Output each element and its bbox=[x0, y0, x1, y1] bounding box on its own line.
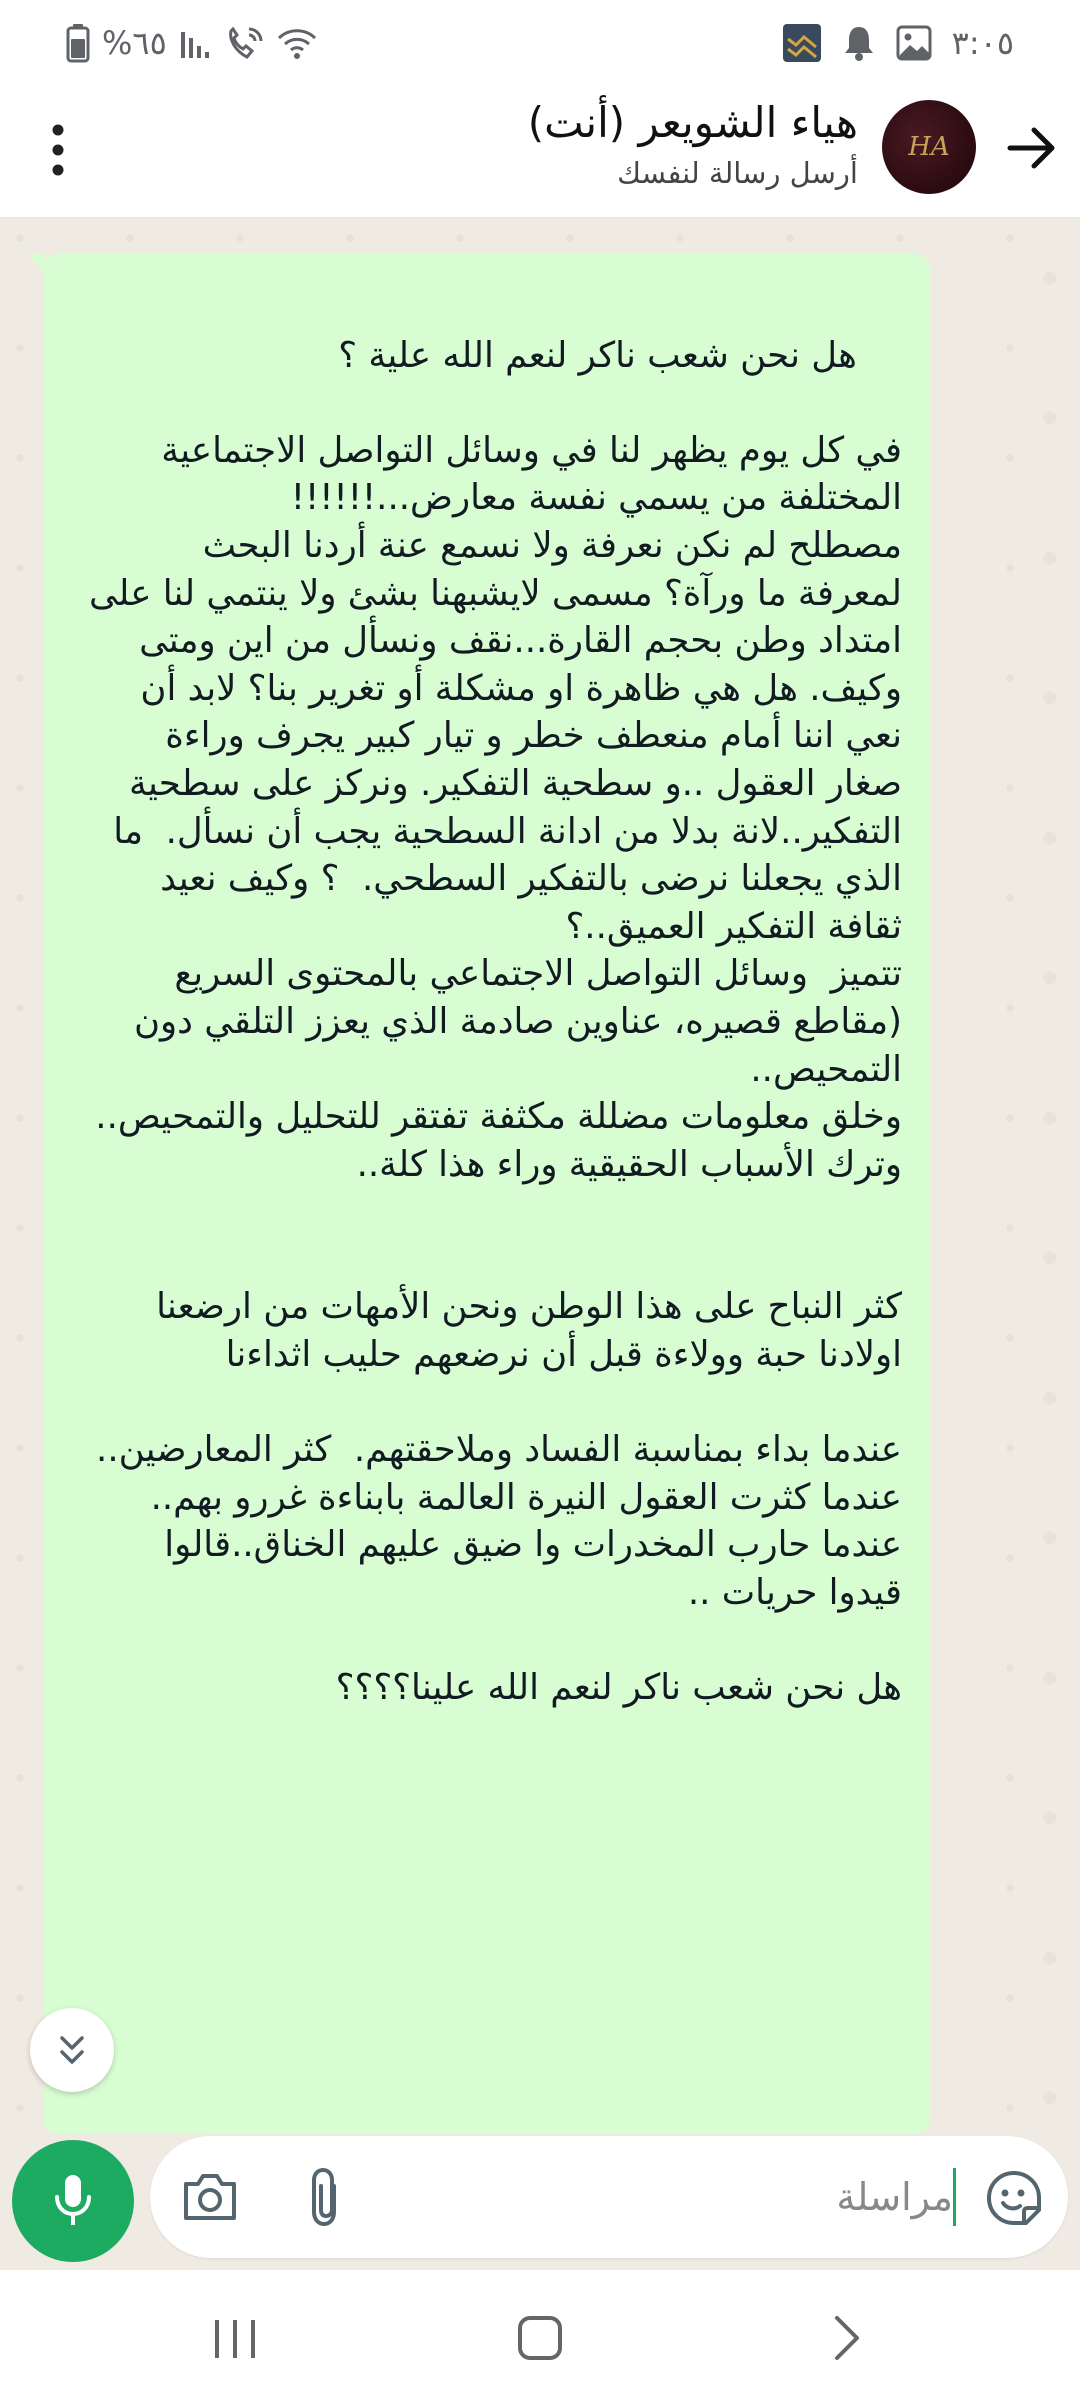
battery-icon bbox=[66, 23, 90, 63]
message-text: هل نحن شعب ناكر لنعم الله علية ؟ في كل يوم يظهر لنا في وسائل التواصل الاجتماعية المختلفة من يسمي نفسة معارض...!!!!!! مصطلح لم نكن نعرفة ولا نسمع عنة أردنا البحث لمعرفة ما ورآة؟ مسمى لايشبهنا بشئ ولا ينتمي لنا على امتداد وطن بحجم القارة...نقف ونسأل من اين ومتى وكيف. هل هي ظاهرة او مشكلة أو تغرير بنا؟ لابد أن نعي اننا أمام منعطف خطر و تيار كبير يجرف وراءة صغار العقول ..و سطحية التفكير. ونركز على سطحية التفكير..لانة بدلا من ادانة السطحية يجب أن نسأل. ما الذي يجعلنا نرضى بالتفكير السطحي. ؟ وكيف نعيد ثقافة التفكير العميق..؟ تتميز وسائل التواصل الاجتماعي بالمحتوى السريع (مقاطع قصيره، عناوين صادمة الذي يعزز التلقي دون التمحيص.. وخلق معلومات مضللة مكثفة تفتقر للتحليل والتمحيص.. وترك الأسباب الحقيقية وراء هذا كلة.. كثر النباح على هذا الوطن ونحن الأمهات من ارضعنا اولادنا حبة وولاءة قبل أن نرضعهم حليب اثداءنا عندما بداء بمناسبة الفساد وملاحقتهم. كثر المعارضين.. عندما كثرت العقول النيرة العالمة بابناءة غررو بهم.. عندما حارب المخدرات وا ضيق عليهم الخناق..قالوا قيدوا حريات .. هل نحن شعب ناكر لنعم الله علينا؟؟؟؟ bbox=[88, 334, 902, 1709]
avatar-monogram: HA bbox=[908, 132, 950, 162]
more-vert-icon[interactable] bbox=[38, 120, 78, 180]
app-notification-icon bbox=[782, 23, 822, 63]
home-icon[interactable] bbox=[512, 2310, 568, 2366]
contact-subtitle: أرسل رسالة لنفسك bbox=[617, 156, 858, 190]
message-input-container bbox=[150, 2136, 1068, 2258]
contact-name[interactable]: هياء الشويعر (أنت) bbox=[527, 98, 858, 147]
signal-icon bbox=[179, 26, 213, 60]
status-bar bbox=[0, 0, 1080, 86]
status-left bbox=[66, 18, 317, 68]
chat-header bbox=[0, 86, 1080, 218]
double-chevron-down-icon bbox=[52, 2030, 92, 2070]
sticker-emoji-icon[interactable] bbox=[984, 2168, 1044, 2228]
paperclip-icon[interactable] bbox=[300, 2166, 350, 2228]
compose-bar bbox=[0, 2158, 1080, 2270]
arrow-right-icon[interactable] bbox=[1002, 118, 1062, 178]
message-bubble[interactable] bbox=[44, 254, 930, 2134]
avatar[interactable] bbox=[882, 100, 976, 194]
chat-area[interactable] bbox=[0, 218, 1080, 2158]
message-input-placeholder: مراسلة bbox=[836, 2175, 953, 2219]
message-input[interactable] bbox=[836, 2166, 956, 2228]
mic-icon bbox=[51, 2173, 95, 2229]
wifi-call-icon bbox=[225, 25, 265, 61]
bell-icon bbox=[842, 24, 876, 62]
mic-button[interactable] bbox=[12, 2140, 134, 2262]
system-nav-bar bbox=[0, 2270, 1080, 2400]
clock: ٣:٠٥ bbox=[951, 24, 1014, 62]
recent-apps-icon[interactable] bbox=[205, 2314, 265, 2364]
camera-icon[interactable] bbox=[180, 2170, 240, 2224]
text-caret bbox=[953, 2168, 956, 2226]
back-chevron-icon[interactable] bbox=[815, 2310, 875, 2366]
scroll-to-bottom-button[interactable] bbox=[30, 2008, 114, 2092]
battery-percent: %٦٥ bbox=[102, 24, 167, 62]
wifi-icon bbox=[277, 26, 317, 60]
status-right bbox=[782, 18, 1014, 68]
gallery-icon bbox=[896, 25, 932, 61]
